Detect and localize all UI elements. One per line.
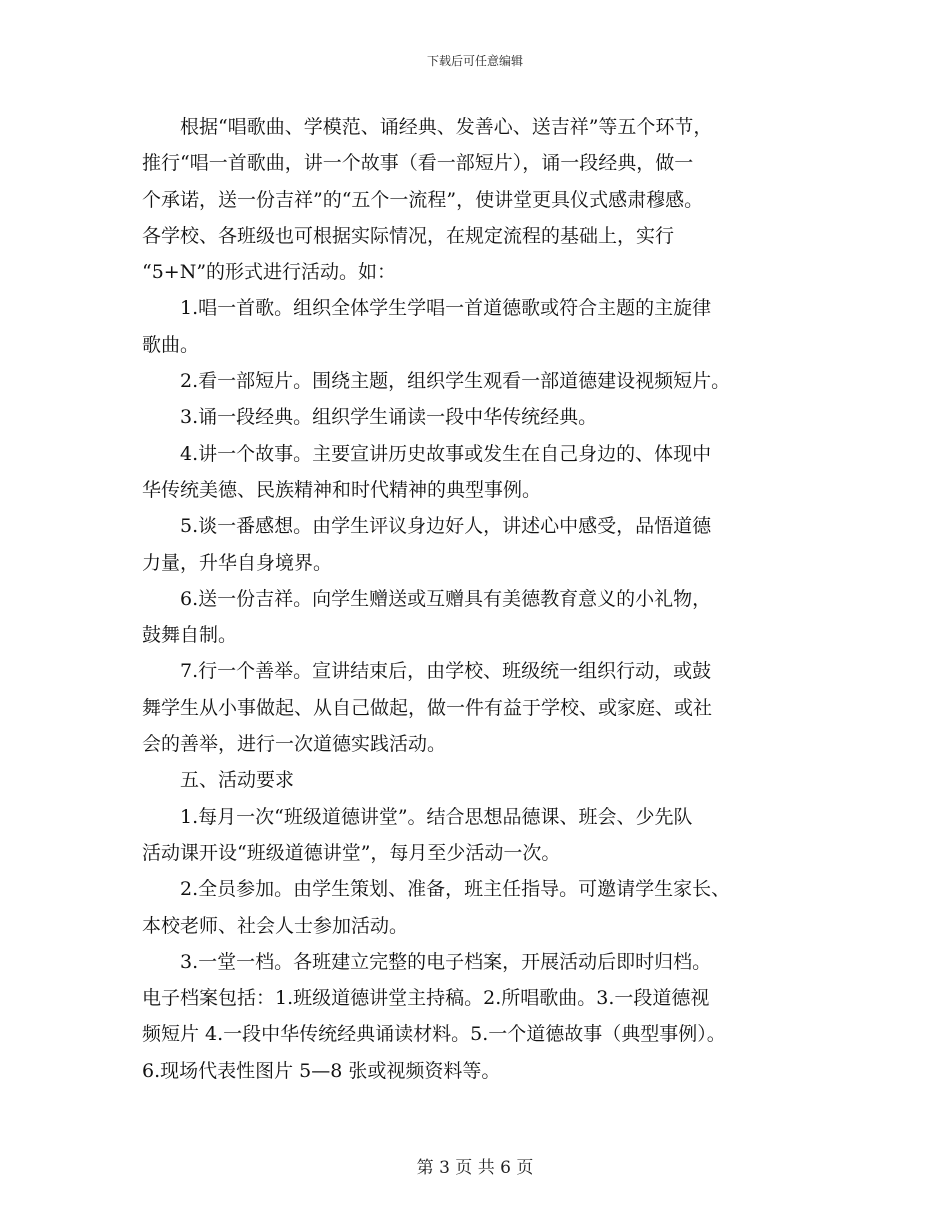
text-line: 7.行一个善举。宣讲结束后，由学校、班级统一组织行动，或鼓 (180, 660, 712, 683)
text-line: 本校老师、社会人士参加活动。 (142, 914, 409, 937)
step-4 (142, 436, 810, 509)
step-3 (142, 399, 810, 435)
text-line: 歌曲。 (142, 333, 200, 356)
document-body (142, 109, 810, 1089)
text-line: 5.谈一番感想。由学生评议身边好人，讲述心中感受，品悟道德 (180, 515, 712, 538)
text-line: 1.每月一次“班级道德讲堂”。结合思想品德课、班会、少先队 (180, 805, 693, 828)
text-line: 电子档案包括：1.班级道德讲堂主持稿。2.所唱歌曲。3.一段道德视 (142, 987, 710, 1010)
page-header-note: 下载后可任意编辑 (426, 54, 523, 68)
text-line: 6.现场代表性图片 5—8 张或视频资料等。 (142, 1059, 501, 1082)
step-6 (142, 581, 810, 654)
requirement-3 (142, 944, 810, 1089)
text-line: 力量，升华自身境界。 (142, 551, 333, 574)
text-line: 3.诵一段经典。组织学生诵读一段中华传统经典。 (180, 406, 598, 429)
requirement-2 (142, 871, 810, 944)
section-title: 五、活动要求 (180, 769, 295, 792)
text-line: 会的善举，进行一次道德实践活动。 (142, 733, 447, 756)
text-line: 鼓舞自制。 (142, 624, 238, 647)
text-line: 各学校、各班级也可根据实际情况，在规定流程的基础上，实行 (142, 224, 675, 247)
text-line: 活动课开设“班级道德讲堂”，每月至少活动一次。 (142, 841, 561, 864)
text-line: 根据“唱歌曲、学模范、诵经典、发善心、送吉祥”等五个环节， (180, 116, 713, 138)
page-number: 第 3 页 共 6 页 (416, 1158, 534, 1178)
text-line: 2.看一部短片。围绕主题，组织学生观看一部道德建设视频短片。 (180, 370, 731, 393)
step-2 (142, 363, 810, 399)
text-line: 频短片 4.一段中华传统经典诵读材料。5.一个道德故事（典型事例）。 (142, 1023, 726, 1046)
text-line: 舞学生从小事做起、从自己做起，做一件有益于学校、或家庭、或社 (142, 696, 713, 719)
text-line: “5+N”的形式进行活动。如： (142, 261, 397, 284)
text-line: 华传统美德、民族精神和时代精神的典型事例。 (142, 478, 542, 501)
requirement-1 (142, 799, 810, 872)
step-7 (142, 653, 810, 762)
text-line: 1.唱一首歌。组织全体学生学唱一首道德歌或符合主题的主旋律 (180, 297, 712, 320)
text-line: 3.一堂一档。各班建立完整的电子档案，开展活动后即时归档。 (180, 950, 712, 973)
text-line: 4.讲一个故事。主要宣讲历史故事或发生在自己身边的、体现中 (180, 442, 712, 465)
text-line: 2.全员参加。由学生策划、准备，班主任指导。可邀请学生家长、 (180, 878, 731, 901)
text-line: 6.送一份吉祥。向学生赠送或互赠具有美德教育意义的小礼物， (180, 587, 712, 610)
text-line: 推行“唱一首歌曲，讲一个故事（看一部短片），诵一段经典，做一 (142, 152, 694, 175)
intro-paragraph (142, 109, 810, 290)
text-line: 个承诺，送一份吉祥”的“五个一流程”，使讲堂更具仪式感肃穆感。 (142, 188, 704, 211)
step-5 (142, 508, 810, 581)
step-1 (142, 290, 810, 363)
